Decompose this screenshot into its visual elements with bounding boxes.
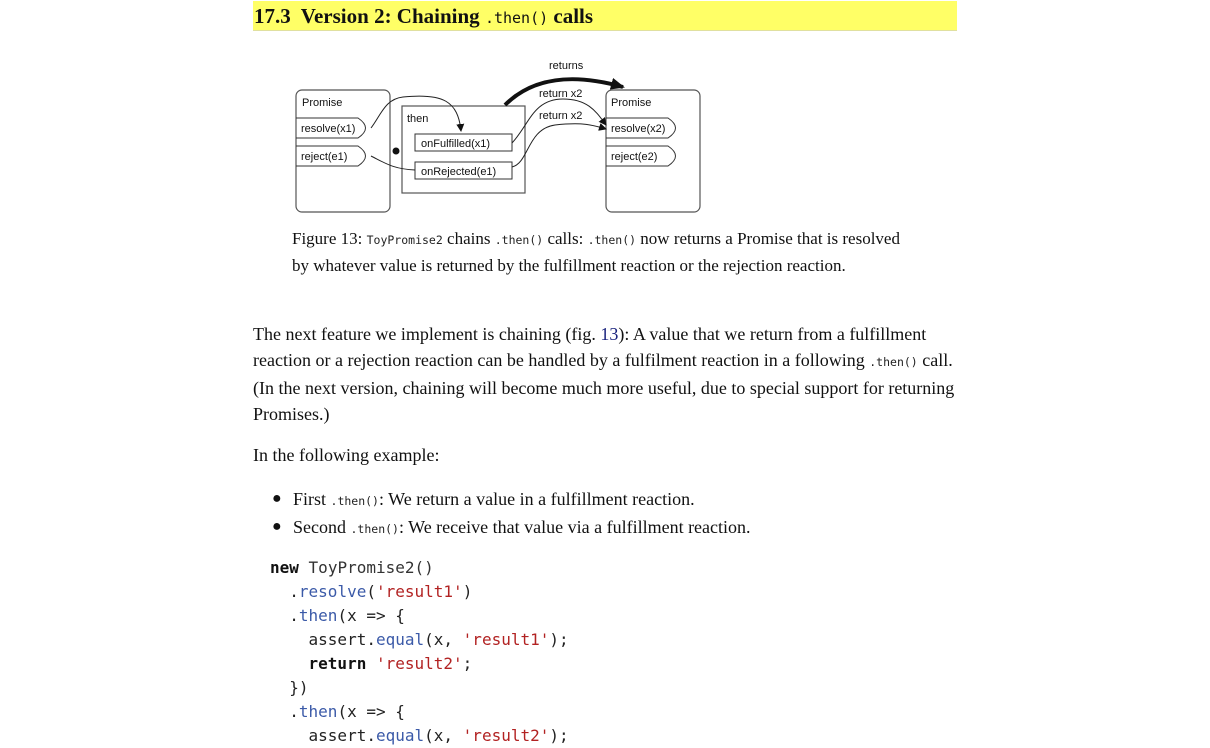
code-method: then [298,606,338,625]
rejected-return-arrow [512,124,606,167]
right-resolve-label: resolve(x2) [611,123,666,135]
on-fulfilled-label: onFulfilled(x1) [421,138,491,150]
code-example [270,556,569,748]
caption-text-2: calls: [547,229,584,248]
left-reject-label: reject(e1) [301,151,348,163]
section-title-tail: calls [553,4,594,28]
bullet-list [253,486,957,542]
left-resolve-label: resolve(x1) [301,123,356,135]
returns-label: returns [549,60,584,72]
code-text: (x => { [337,702,405,721]
section-number: 17.3 [254,4,291,28]
code-line [270,580,569,604]
return-x2-bottom-label: return x2 [539,110,583,122]
paragraph-chaining [253,321,957,427]
code-method: resolve [298,582,367,601]
code-string: 'result1' [462,630,550,649]
promise-chaining-diagram [293,55,703,217]
code-text: assert. [308,630,376,649]
code-line [270,700,569,724]
bullet-icon: ● [272,490,282,507]
right-promise-title: Promise [611,97,652,109]
code-punct: ) [462,582,473,601]
code-line [270,556,569,580]
code-keyword: new [270,558,299,577]
code-method: equal [375,630,425,649]
code-punct: . [289,606,299,625]
bullet-text: : We receive that value via a fulfillment reaction. [398,517,751,537]
right-reject-label: reject(e2) [611,151,658,163]
para1-text-2: ): A value that we return from a fulfillment reaction or a rejection reaction can be handled by a fulfilment reaction in a following [253,324,927,370]
return-x2-top-label: return x2 [539,88,583,100]
caption-code-2: .then() [494,233,544,247]
list-item [253,486,957,514]
bullet-icon: ● [272,518,282,535]
code-punct: . [289,582,299,601]
code-line [270,652,569,676]
bullet-code: .then() [350,522,399,536]
paragraph-example-intro: In the following example: [253,445,440,465]
bullet-lead: Second [293,517,346,537]
code-line [270,724,569,748]
code-string: 'result1' [375,582,463,601]
para1-code: .then() [869,355,918,369]
code-line [270,604,569,628]
list-item [253,514,957,542]
section-title-text: Version 2: Chaining [300,4,480,28]
code-string: 'result2' [462,726,550,745]
bullet-code: .then() [330,494,379,508]
figure-13-link[interactable]: 13 [600,324,619,344]
code-line [270,628,569,652]
code-method: equal [375,726,425,745]
code-punct: ( [366,582,376,601]
code-text: assert. [308,726,376,745]
caption-prefix: Figure 13: [292,229,363,248]
code-punct: }) [289,678,309,697]
left-promise-title: Promise [302,97,343,109]
then-box-title: then [407,113,429,125]
bullet-text: : We return a value in a fulfillment reaction. [378,489,695,509]
code-string: 'result2' [375,654,463,673]
caption-text-3: now returns a Promise that is resolved by whatever value is returned by the fulfillment reaction or the rejection reaction. [292,229,900,275]
code-punct: ; [462,654,473,673]
code-class: ToyPromise2() [308,558,434,577]
section-title-code: .then() [484,9,549,27]
section-heading [253,1,957,31]
code-text: (x, [424,630,463,649]
para1-text-1: The next feature we implement is chaining (fig. [253,324,596,344]
para1-text-3: call. (In the next version, chaining will become much more useful, due to special support for returning Promises.) [253,350,955,424]
code-punct: ); [549,630,569,649]
code-keyword: return [308,654,367,673]
caption-text-1: chains [447,229,491,248]
caption-code-1: ToyPromise2 [366,233,443,247]
on-rejected-label: onRejected(e1) [421,166,497,178]
connector-dot [393,148,400,155]
code-text: (x, [424,726,463,745]
figure-caption [292,226,912,279]
code-punct: . [289,702,299,721]
code-line [270,676,569,700]
code-text: (x => { [337,606,405,625]
bullet-lead: First [293,489,327,509]
caption-code-3: .then() [587,233,637,247]
code-method: then [298,702,338,721]
code-punct: ); [549,726,569,745]
